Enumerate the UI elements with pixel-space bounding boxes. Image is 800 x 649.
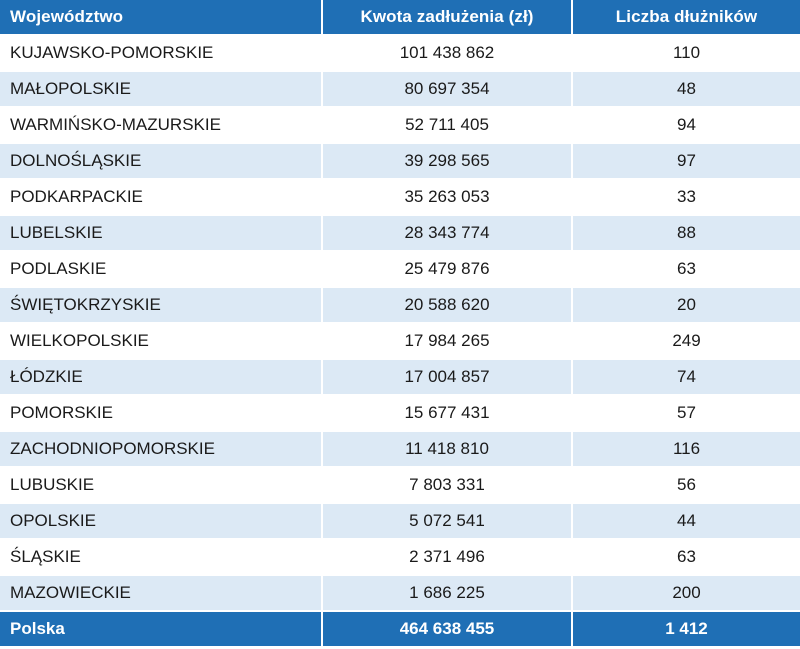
table-row xyxy=(0,359,800,395)
column-header-count: Liczba dłużników xyxy=(572,0,800,35)
cell-region: PODLASKIE xyxy=(0,251,322,287)
cell-region: POMORSKIE xyxy=(0,395,322,431)
table-row xyxy=(0,215,800,251)
cell-count: 63 xyxy=(572,251,800,287)
cell-region: WIELKOPOLSKIE xyxy=(0,323,322,359)
cell-count: 110 xyxy=(572,35,800,71)
cell-count: 97 xyxy=(572,143,800,179)
cell-region: OPOLSKIE xyxy=(0,503,322,539)
cell-count: 116 xyxy=(572,431,800,467)
total-amount: 464 638 455 xyxy=(322,611,572,647)
cell-count: 88 xyxy=(572,215,800,251)
table-row xyxy=(0,575,800,611)
cell-amount: 11 418 810 xyxy=(322,431,572,467)
cell-amount: 15 677 431 xyxy=(322,395,572,431)
table-row xyxy=(0,323,800,359)
cell-amount: 39 298 565 xyxy=(322,143,572,179)
cell-region: ŚWIĘTOKRZYSKIE xyxy=(0,287,322,323)
cell-amount: 101 438 862 xyxy=(322,35,572,71)
table-row xyxy=(0,431,800,467)
cell-count: 74 xyxy=(572,359,800,395)
table-total-row xyxy=(0,611,800,647)
cell-amount: 35 263 053 xyxy=(322,179,572,215)
table-header-row xyxy=(0,0,800,35)
cell-count: 94 xyxy=(572,107,800,143)
column-header-region: Województwo xyxy=(0,0,322,35)
table-row xyxy=(0,503,800,539)
cell-count: 20 xyxy=(572,287,800,323)
cell-amount: 25 479 876 xyxy=(322,251,572,287)
cell-amount: 80 697 354 xyxy=(322,71,572,107)
cell-amount: 17 004 857 xyxy=(322,359,572,395)
cell-count: 200 xyxy=(572,575,800,611)
cell-amount: 7 803 331 xyxy=(322,467,572,503)
cell-count: 63 xyxy=(572,539,800,575)
cell-region: ŚLĄSKIE xyxy=(0,539,322,575)
cell-count: 33 xyxy=(572,179,800,215)
cell-count: 56 xyxy=(572,467,800,503)
cell-region: ZACHODNIOPOMORSKIE xyxy=(0,431,322,467)
cell-count: 249 xyxy=(572,323,800,359)
cell-count: 48 xyxy=(572,71,800,107)
cell-region: PODKARPACKIE xyxy=(0,179,322,215)
table-header xyxy=(0,0,800,35)
cell-amount: 2 371 496 xyxy=(322,539,572,575)
cell-amount: 52 711 405 xyxy=(322,107,572,143)
cell-amount: 28 343 774 xyxy=(322,215,572,251)
table-row xyxy=(0,107,800,143)
table-row xyxy=(0,539,800,575)
cell-region: LUBELSKIE xyxy=(0,215,322,251)
column-header-amount: Kwota zadłużenia (zł) xyxy=(322,0,572,35)
table-row xyxy=(0,395,800,431)
table-row xyxy=(0,179,800,215)
cell-amount: 17 984 265 xyxy=(322,323,572,359)
cell-region: ŁÓDZKIE xyxy=(0,359,322,395)
cell-amount: 5 072 541 xyxy=(322,503,572,539)
total-label: Polska xyxy=(0,611,322,647)
cell-count: 57 xyxy=(572,395,800,431)
total-count: 1 412 xyxy=(572,611,800,647)
table-row xyxy=(0,467,800,503)
cell-region: MAŁOPOLSKIE xyxy=(0,71,322,107)
cell-region: KUJAWSKO-POMORSKIE xyxy=(0,35,322,71)
table-row xyxy=(0,143,800,179)
table-body xyxy=(0,35,800,611)
cell-region: LUBUSKIE xyxy=(0,467,322,503)
cell-amount: 20 588 620 xyxy=(322,287,572,323)
table-row xyxy=(0,71,800,107)
cell-region: MAZOWIECKIE xyxy=(0,575,322,611)
cell-count: 44 xyxy=(572,503,800,539)
table-row xyxy=(0,251,800,287)
cell-region: DOLNOŚLĄSKIE xyxy=(0,143,322,179)
cell-region: WARMIŃSKO-MAZURSKIE xyxy=(0,107,322,143)
table-row xyxy=(0,35,800,71)
cell-amount: 1 686 225 xyxy=(322,575,572,611)
table-row xyxy=(0,287,800,323)
table-footer xyxy=(0,611,800,647)
